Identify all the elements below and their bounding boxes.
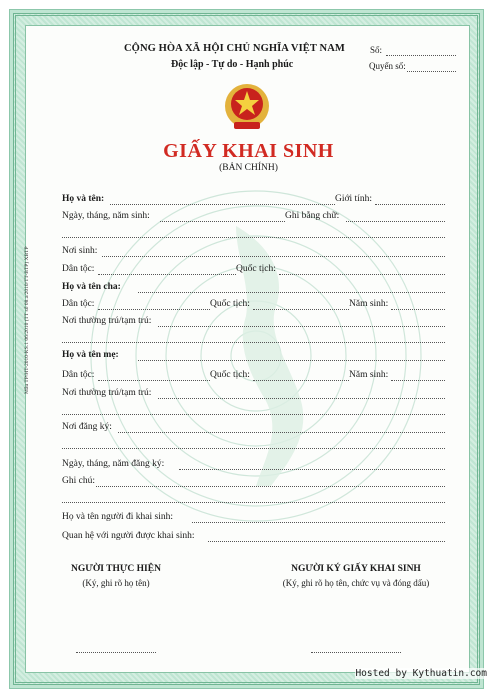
mother-birth-year-label: Năm sinh:	[349, 370, 389, 380]
mother-heading: Họ và tên mẹ:	[62, 350, 119, 360]
hosted-by-watermark: Hosted by Kythuatin.com	[355, 668, 487, 679]
mother-residence-label: Nơi thường trú/tạm trú:	[62, 388, 152, 398]
mother-residence-line2	[62, 414, 445, 415]
father-birth-year-line	[391, 309, 445, 310]
declarant-label: Họ và tên người đi khai sinh:	[62, 512, 173, 522]
child-dob-words-label: Ghi bằng chữ:	[285, 211, 340, 221]
mother-residence-line	[158, 398, 445, 399]
performer-title: NGƯỜI THỰC HIỆN	[71, 564, 161, 574]
father-heading: Họ và tên cha:	[62, 282, 121, 292]
national-emblem-icon	[222, 82, 272, 132]
form-code: Mẫu TP/HT-2010-KS.1 06/2010 (TT số 08.a/2010/TT-BTP) XBTP	[24, 246, 30, 394]
signer-title: NGƯỜI KÝ GIẤY KHAI SINH	[291, 564, 421, 574]
child-pob-line	[102, 256, 445, 257]
document-subtitle: (BẢN CHÍNH)	[219, 163, 278, 173]
father-ethnicity-label: Dân tộc:	[62, 299, 95, 309]
child-nationality-line	[279, 274, 445, 275]
notes-line2	[62, 502, 445, 503]
declarant-line	[192, 522, 445, 523]
child-dob-line	[160, 221, 285, 222]
registration-date-line	[179, 469, 445, 470]
father-name-line	[138, 292, 445, 293]
registration-place-label: Nơi đăng ký:	[62, 422, 112, 432]
quyen-so-line	[407, 71, 456, 72]
relation-label: Quan hệ với người được khai sinh:	[62, 531, 195, 541]
registration-place-line2	[62, 448, 445, 449]
child-dob-line2	[62, 237, 445, 238]
child-dob-words-line	[346, 221, 445, 222]
father-residence-label: Nơi thường trú/tạm trú:	[62, 316, 152, 326]
child-name-line	[110, 204, 335, 205]
performer-sign-line	[76, 652, 156, 653]
signer-subtitle: (Ký, ghi rõ họ tên, chức vụ và đóng dấu)	[282, 578, 430, 588]
performer-subtitle: (Ký, ghi rõ họ tên)	[82, 578, 150, 588]
mother-nationality-line	[253, 380, 349, 381]
relation-line	[208, 541, 445, 542]
notes-label: Ghi chú:	[62, 476, 95, 486]
child-ethnicity-line	[98, 274, 236, 275]
father-nationality-label: Quốc tịch:	[210, 299, 250, 309]
child-pob-label: Nơi sinh:	[62, 246, 98, 256]
father-nationality-line	[253, 309, 349, 310]
father-birth-year-label: Năm sinh:	[349, 299, 389, 309]
national-motto: Độc lập - Tự do - Hạnh phúc	[171, 59, 294, 70]
registration-place-line	[118, 432, 445, 433]
quyen-so-label: Quyển số:	[369, 61, 406, 71]
so-label: Số:	[370, 45, 383, 55]
mother-ethnicity-label: Dân tộc:	[62, 370, 95, 380]
notes-line	[96, 486, 445, 487]
mother-name-line	[138, 360, 445, 361]
child-gender-label: Giới tính:	[335, 194, 372, 204]
father-ethnicity-line	[98, 309, 210, 310]
document-title: GIẤY KHAI SINH	[163, 140, 334, 162]
certificate-paper	[25, 25, 470, 673]
child-dob-label: Ngày, tháng, năm sinh:	[62, 211, 150, 221]
country-name: CỘNG HÒA XÃ HỘI CHỦ NGHĨA VIỆT NAM	[124, 43, 345, 54]
father-residence-line2	[62, 342, 445, 343]
mother-ethnicity-line	[98, 380, 210, 381]
mother-birth-year-line	[391, 380, 445, 381]
child-ethnicity-label: Dân tộc:	[62, 264, 95, 274]
father-residence-line	[158, 326, 445, 327]
child-nationality-label: Quốc tịch:	[236, 264, 276, 274]
mother-nationality-label: Quốc tịch:	[210, 370, 250, 380]
so-line	[386, 55, 456, 56]
signer-sign-line	[311, 652, 401, 653]
registration-date-label: Ngày, tháng, năm đăng ký:	[62, 459, 165, 469]
child-name-label: Họ và tên:	[62, 194, 105, 204]
child-gender-line	[375, 204, 445, 205]
